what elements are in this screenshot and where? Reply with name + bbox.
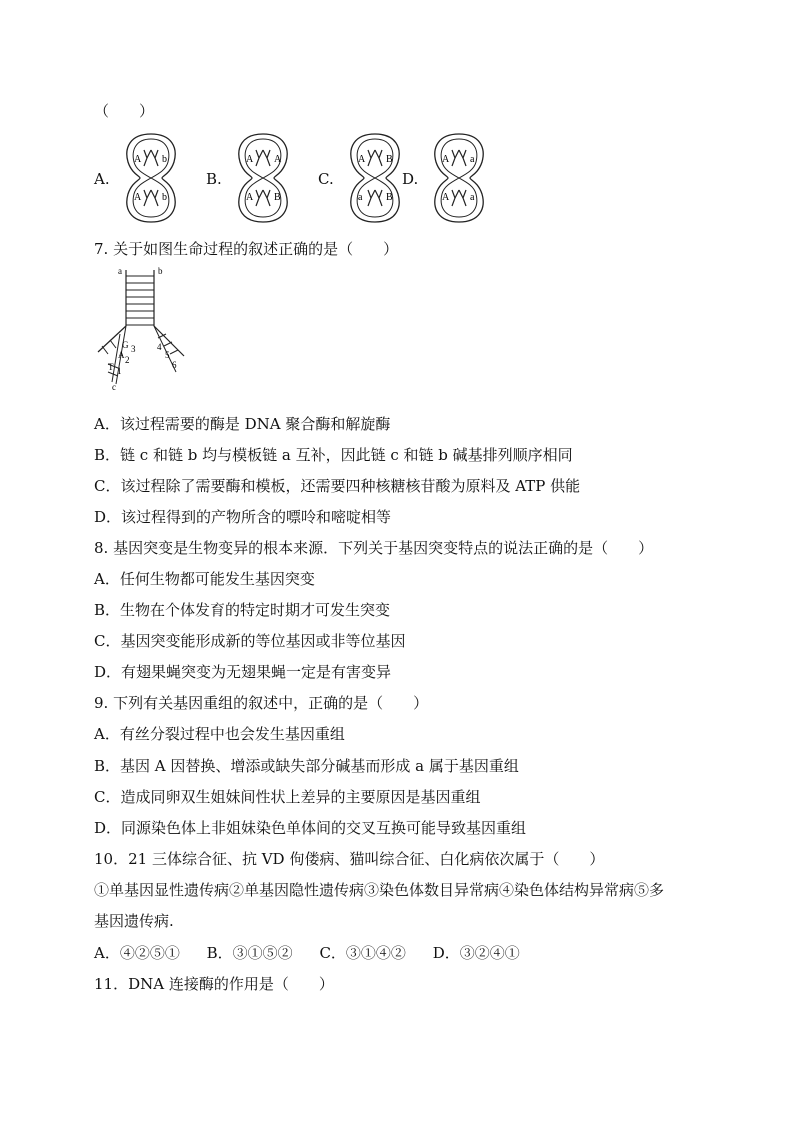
strand-label-a: a: [118, 266, 122, 276]
allele-label: A: [442, 192, 450, 203]
strand-label-b: b: [158, 266, 163, 276]
number-label-5: 5: [165, 350, 170, 360]
allele-label: a: [358, 192, 363, 203]
allele-label: B: [386, 154, 393, 165]
q8-stem: 8. 基因突变是生物变异的根本来源．下列关于基因突变特点的说法正确的是（ ）: [94, 539, 654, 557]
q10-option-a[interactable]: A．④②⑤①: [94, 944, 180, 962]
allele-label: A: [358, 154, 366, 165]
allele-label: a: [470, 192, 475, 203]
q7-option-a[interactable]: A．该过程需要的酶是 DNA 聚合酶和解旋酶: [94, 415, 391, 433]
allele-label: A: [442, 154, 450, 165]
q6-option-c-letter[interactable]: C.: [318, 170, 334, 188]
q10-option-b[interactable]: B．③①⑤②: [206, 944, 293, 962]
base-label-a: A: [118, 350, 125, 360]
q10-options: [94, 942, 520, 964]
cell-figure: [428, 128, 490, 228]
q6-option-c-cell[interactable]: [344, 128, 406, 228]
q9-option-b[interactable]: B．基因 A 因替换、增添或缺失部分碱基而形成 a 属于基因重组: [94, 757, 519, 775]
allele-label: b: [162, 192, 167, 203]
q10-choices-line2: 基因遗传病.: [94, 912, 174, 930]
q6-stem-tail: （ ）: [94, 102, 155, 120]
q7-stem: 7. 关于如图生命过程的叙述正确的是（ ）: [94, 240, 399, 258]
q8-option-b[interactable]: B．生物在个体发育的特定时期才可发生突变: [94, 601, 391, 619]
q9-option-d[interactable]: D．同源染色体上非姐妹染色单体间的交叉互换可能导致基因重组: [94, 819, 527, 837]
q6-option-d-cell[interactable]: [428, 128, 490, 228]
q9-option-a[interactable]: A．有丝分裂过程中也会发生基因重组: [94, 725, 345, 743]
q10-option-d[interactable]: D．③②④①: [432, 944, 520, 962]
base-label-g: G: [122, 340, 129, 350]
cell-figure: [120, 128, 182, 228]
allele-label: A: [134, 192, 142, 203]
q7-option-c[interactable]: C．该过程除了需要酶和模板，还需要四种核糖核苷酸为原料及 ATP 供能: [94, 477, 581, 495]
q7-dna-replication-diagram: [94, 264, 194, 404]
q7-option-b[interactable]: B．链 c 和链 b 均与模板链 a 互补，因此链 c 和链 b 碱基排列顺序相同: [94, 446, 573, 464]
allele-label: B: [386, 192, 393, 203]
q8-option-a[interactable]: A．任何生物都可能发生基因突变: [94, 570, 315, 588]
allele-label: A: [246, 154, 254, 165]
q6-option-b-letter[interactable]: B.: [206, 170, 222, 188]
q6-option-a-letter[interactable]: A.: [94, 170, 110, 188]
number-label-4: 4: [157, 342, 162, 352]
q9-stem: 9. 下列有关基因重组的叙述中，正确的是（ ）: [94, 694, 429, 712]
q10-stem: 10．21 三体综合征、抗 VD 佝偻病、猫叫综合征、白化病依次属于（ ）: [94, 850, 605, 868]
q10-choices-line1: ①单基因显性遗传病②单基因隐性遗传病③染色体数目异常病④染色体结构异常病⑤多: [94, 881, 665, 899]
q6-options: [94, 128, 714, 238]
q6-option-d-letter[interactable]: D.: [402, 170, 419, 188]
number-label-1: 1: [117, 366, 122, 376]
base-label-t: T: [108, 362, 114, 372]
q10-option-c[interactable]: C．③①④②: [319, 944, 406, 962]
q6-option-b-cell[interactable]: [232, 128, 294, 228]
allele-label: a: [470, 154, 475, 165]
allele-label: A: [134, 154, 142, 165]
number-label-6: 6: [172, 360, 177, 370]
q8-option-d[interactable]: D．有翅果蝇突变为无翅果蝇一定是有害变异: [94, 663, 392, 681]
q8-option-c[interactable]: C．基因突变能形成新的等位基因或非等位基因: [94, 632, 406, 650]
cell-figure: [344, 128, 406, 228]
allele-label: B: [274, 192, 281, 203]
q7-option-d[interactable]: D．该过程得到的产物所含的嘌呤和嘧啶相等: [94, 508, 392, 526]
number-label-3: 3: [131, 344, 136, 354]
q11-stem: 11．DNA 连接酶的作用是（ ）: [94, 975, 334, 993]
number-label-2: 2: [125, 355, 130, 365]
cell-figure: [232, 128, 294, 228]
replication-fork-figure: [94, 264, 194, 404]
strand-label-c: c: [112, 382, 116, 392]
allele-label: A: [246, 192, 254, 203]
q9-option-c[interactable]: C．造成同卵双生姐妹间性状上差异的主要原因是基因重组: [94, 788, 481, 806]
allele-label: A: [274, 154, 282, 165]
allele-label: b: [162, 154, 167, 165]
q6-option-a-cell[interactable]: [120, 128, 182, 228]
